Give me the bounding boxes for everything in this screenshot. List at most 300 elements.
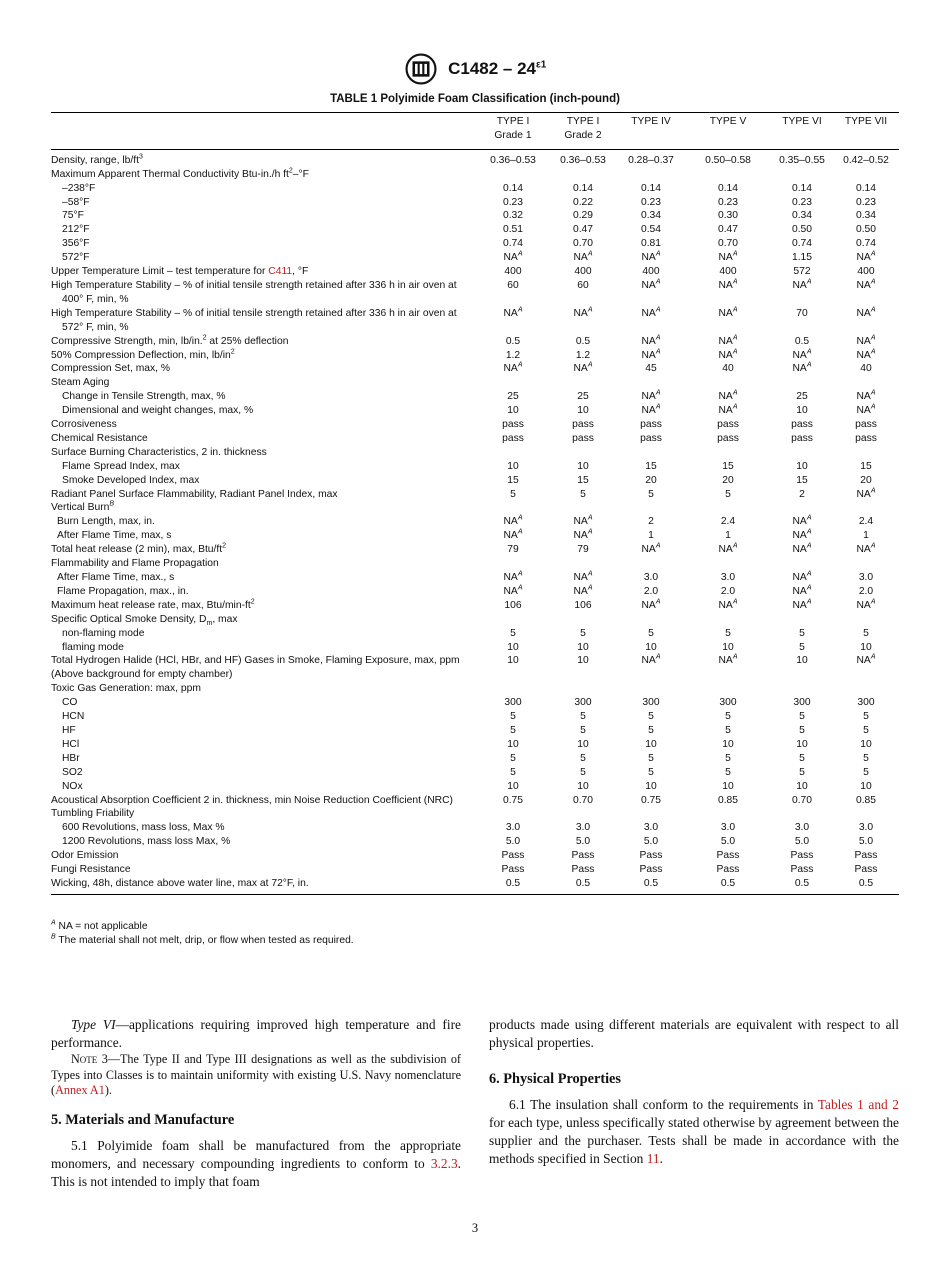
table-cell: 10 <box>722 738 734 750</box>
table-row: Specific Optical Smoke Density, $D_m$, max <box>51 613 238 627</box>
tables-link[interactable]: Tables 1 and 2 <box>817 1097 899 1112</box>
table-cell: 106 <box>504 599 522 611</box>
table-cell: $NA^A$ <box>503 570 523 583</box>
table-cell: $NA^A$ <box>503 528 523 542</box>
table-cell: pass <box>717 419 739 431</box>
table-cell: 2 <box>799 488 805 500</box>
table-cell: 10 <box>860 641 872 653</box>
table-cell: $NA^A$ <box>503 584 523 597</box>
table-cell: 3.0 <box>643 572 659 583</box>
table-row: SO2 5 5 5 5 5 5 <box>51 766 899 780</box>
table-cell: 400 <box>719 266 737 278</box>
table-row: Compression Set, max, % $NA^A$ $NA^A$ 45 40 $NA^A$ 40 <box>51 362 899 376</box>
table-row: flaming mode 10 10 10 10 5 10 <box>51 641 899 655</box>
table-cell: 0.5 <box>643 877 659 889</box>
table-row: HBr 5 5 5 5 5 5 <box>51 752 899 766</box>
table-cell: 10 <box>507 405 519 417</box>
table-row: CO 300 300 300 300 300 300 <box>51 696 899 710</box>
table-row: Compressive Strength, min, lb/in.$^2$ at 25% deflection 0.5 0.5 $NA^A$ $NA^A$ 0.5 $NA^A$ <box>51 335 899 349</box>
table-cell: 10 <box>860 738 872 750</box>
table-cell: 10 <box>577 780 589 792</box>
table-row: 356°F 0.74 0.70 0.81 0.70 0.74 0.74 <box>51 237 899 251</box>
table-cell: $NA^A$ <box>792 542 812 556</box>
table-cell: 0.35–0.55 <box>779 154 825 166</box>
table-cell: $NA^A$ <box>573 528 593 542</box>
table-cell: $NA^A$ <box>856 389 876 403</box>
table-cell: 5 <box>725 766 731 778</box>
table-cell: 0.34 <box>640 210 662 222</box>
table-cell: $NA^A$ <box>503 514 523 528</box>
table-cell: $NA^A$ <box>503 250 523 264</box>
table-cell: 5 <box>799 766 805 778</box>
table-cell: 10 <box>796 405 808 417</box>
table-cell: 0.85 <box>717 794 739 806</box>
type6-paragraph: Type VI—applications requiring improved high temperature and fire performance. <box>51 1017 461 1050</box>
c411-link[interactable]: C411 <box>268 266 293 278</box>
right-column <box>489 1016 899 1168</box>
table-cell: 5 <box>510 627 516 639</box>
paragraph-6-1: 6.1 The insulation shall conform to the requirements in Tables 1 and 2 for each type, unless specifically stated otherwise by agreement between the supplier and the purchaser. Tests shall be made in accordance with the methods specified in Section 11. <box>489 1097 899 1166</box>
document-id: $C1482 - 24^{\varepsilon 1}$ <box>448 59 547 78</box>
table-cell: 5 <box>580 766 586 778</box>
table-row: Dimensional and weight changes, max, % 10 10 $NA^A$ $NA^A$ 10 $NA^A$ <box>51 404 899 418</box>
table-cell: 0.5 <box>794 877 810 889</box>
table-cell: 3.0 <box>794 822 810 834</box>
table-cell: 300 <box>642 697 660 709</box>
table-cell: 70 <box>796 307 808 319</box>
table-cell: $NA^A$ <box>718 403 738 417</box>
table-row: 600 Revolutions, mass loss, Max % 3.0 3.0 3.0 3.0 3.0 3.0 <box>51 821 899 835</box>
table-cell: 0.23 <box>502 196 524 208</box>
table-cell: 1.15 <box>791 252 813 264</box>
table-cell: Pass <box>716 850 740 862</box>
table-cell: 5 <box>799 752 805 764</box>
table-cell: 0.14 <box>717 182 739 194</box>
table-cell: 10 <box>577 655 589 667</box>
table-cell: 10 <box>645 780 657 792</box>
table-cell: 10 <box>577 405 589 417</box>
table-row: Upper Temperature Limit – test temperature for C411, °F 400 400 400 400 572 400 <box>51 265 899 279</box>
table-cell: 10 <box>796 780 808 792</box>
table-row: HF 5 5 5 5 5 5 <box>51 724 899 738</box>
table-cell: $NA^A$ <box>573 514 593 528</box>
header-type6: TYPE VI <box>771 113 833 150</box>
table-cell: 5 <box>510 488 516 500</box>
table-cell: 5 <box>863 752 869 764</box>
table-cell: 0.23 <box>855 196 877 208</box>
table-cell: 0.47 <box>572 224 594 236</box>
table-cell: 15 <box>645 460 657 472</box>
table-cell: 5.0 <box>720 836 736 848</box>
table-cell: 400 <box>574 266 592 278</box>
section-5-heading: 5. Materials and Manufacture <box>51 1111 235 1128</box>
table-cell: 572 <box>793 266 811 278</box>
section-6-heading: 6. Physical Properties <box>489 1071 621 1087</box>
table-cell: 20 <box>722 474 734 486</box>
table-cell: 40 <box>860 363 872 375</box>
footnote-b: $^B$ The material shall not melt, drip, or flow when tested as required. <box>51 933 354 946</box>
header-type1-grade2: TYPE I Grade 2 <box>549 113 617 150</box>
table-cell: 60 <box>507 279 519 291</box>
table-row: Flame Propagation, max., in. $NA^A$ $NA^A$ 2.0 2.0 $NA^A$ 2.0 <box>51 585 899 599</box>
table-cell: 5 <box>725 711 731 723</box>
table-row: Chemical Resistance pass pass pass pass pass pass <box>51 432 899 446</box>
table-cell: $NA^A$ <box>503 306 523 319</box>
table-cell: 3.0 <box>858 822 874 834</box>
table-row: Flammability and Flame Propagation <box>51 558 219 570</box>
table-cell: 5 <box>648 488 654 500</box>
table-row: 75°F 0.32 0.29 0.34 0.30 0.34 0.34 <box>51 209 899 223</box>
table-cell: 0.5 <box>858 877 874 889</box>
table-cell: $NA^A$ <box>856 654 876 667</box>
table-cell: $NA^A$ <box>641 306 661 319</box>
table-cell: Pass <box>639 864 663 876</box>
table-cell: 10 <box>796 655 808 667</box>
table-row: Flame Spread Index, max 10 10 15 15 10 15 <box>51 460 899 474</box>
table-cell: $NA^A$ <box>718 389 738 403</box>
table-cell: $NA^A$ <box>856 348 876 361</box>
table-cell: $NA^A$ <box>503 361 523 375</box>
table-cell: 5 <box>725 752 731 764</box>
table-footnotes <box>51 920 354 948</box>
table-cell: Pass <box>854 850 878 862</box>
table-cell: $NA^A$ <box>641 654 661 667</box>
table-cell: 10 <box>796 738 808 750</box>
table-cell: 10 <box>796 460 808 472</box>
table-cell: 10 <box>722 641 734 653</box>
table-body <box>51 149 899 894</box>
table-cell: pass <box>640 432 662 444</box>
table-cell: 0.36–0.53 <box>560 154 606 166</box>
table-cell: $NA^A$ <box>856 542 876 556</box>
table-cell: 0.14 <box>502 182 524 194</box>
table-row: Maximum Apparent Thermal Conductivity Btu-in./h $ft^2-^\circ F$ <box>51 167 309 180</box>
note-3: Note 3—The Type II and Type III designations as well as the subdivision of Types into Classes is to maintain uniformity with existing U.S. Navy nomenclature (Annex A1). <box>51 1052 461 1097</box>
table-cell: 5 <box>580 711 586 723</box>
table-cell: 40 <box>722 363 734 375</box>
table-cell: 5 <box>510 752 516 764</box>
table-cell: 5 <box>510 724 516 736</box>
table-cell: 10 <box>645 641 657 653</box>
table-cell: 25 <box>796 391 808 403</box>
table-row: 1200 Revolutions, mass loss Max, % 5.0 5.0 5.0 5.0 5.0 5.0 <box>51 835 899 849</box>
table-row: Total heat release (2 min), max, Btu/$ft^2$ 79 79 $NA^A$ $NA^A$ $NA^A$ $NA^A$ <box>51 543 899 557</box>
table-row: After Flame Time, max., s $NA^A$ $NA^A$ 3.0 3.0 $NA^A$ 3.0 <box>51 571 899 585</box>
table-cell: 0.50–0.58 <box>705 154 751 166</box>
table-cell: 1.2 <box>575 349 591 361</box>
table-cell: pass <box>572 419 594 431</box>
table-cell: 2.0 <box>858 585 874 597</box>
table-cell: 0.14 <box>791 182 813 194</box>
table-cell: 0.5 <box>720 877 736 889</box>
table-title: TABLE 1 Polyimide Foam Classification (inch-pound) <box>330 93 620 105</box>
header-type4: TYPE IV <box>617 113 685 150</box>
table-cell: 20 <box>645 474 657 486</box>
table-row: –58°F 0.23 0.22 0.23 0.23 0.23 0.23 <box>51 196 899 210</box>
table-cell: 0.70 <box>717 238 739 250</box>
table-row: Vertical Burn$^B$ <box>51 501 115 514</box>
table-row: High Temperature Stability – % of initial tensile strength retained after 336 h in air oven at 400° F, min, % 60 60 $NA^A$ $NA^A$ $NA^A$ $NA^A$ <box>51 279 899 307</box>
table-cell: $NA^A$ <box>573 584 593 597</box>
table-cell: 10 <box>507 655 519 667</box>
table-cell: 0.30 <box>717 210 739 222</box>
table-cell: $NA^A$ <box>641 542 661 556</box>
table-row: 212°F 0.51 0.47 0.54 0.47 0.50 0.50 <box>51 223 899 237</box>
table-cell: pass <box>855 419 877 431</box>
table-cell: $NA^A$ <box>718 598 738 611</box>
table-cell: $NA^A$ <box>792 278 812 291</box>
table-cell: 3.0 <box>643 822 659 834</box>
table-cell: $NA^A$ <box>641 389 661 403</box>
table-cell: 5 <box>648 766 654 778</box>
table-cell: 0.75 <box>502 794 524 806</box>
table-cell: 1.2 <box>505 349 521 361</box>
table-cell: 3.0 <box>505 822 521 834</box>
table-cell: 0.22 <box>572 196 594 208</box>
table-cell: pass <box>572 432 594 444</box>
table-cell: 25 <box>577 391 589 403</box>
table-cell: 300 <box>793 697 811 709</box>
table-cell: $NA^A$ <box>856 306 876 319</box>
table-cell: 0.50 <box>855 224 877 236</box>
table-row: Tumbling Friability <box>51 808 135 820</box>
ref-3-2-3-link[interactable]: 3.2.3 <box>430 1155 458 1171</box>
table-row: 50% Compression Deflection, min, $lb/in^2$ 1.2 1.2 $NA^A$ $NA^A$ $NA^A$ $NA^A$ <box>51 349 899 363</box>
table-cell: 0.47 <box>717 224 739 236</box>
table-cell: 400 <box>504 266 522 278</box>
table-row: Change in Tensile Strength, max, % 25 25 $NA^A$ $NA^A$ 25 $NA^A$ <box>51 390 899 404</box>
table-cell: $NA^A$ <box>856 487 876 500</box>
table-cell: 5 <box>799 627 805 639</box>
table-cell: 0.5 <box>575 335 591 347</box>
table-cell: 5 <box>580 627 586 639</box>
table-cell: $NA^A$ <box>641 250 661 264</box>
table-cell: 79 <box>577 544 589 556</box>
paragraph-5-1: 5.1 Polyimide foam shall be manufactured from the appropriate monomers, and necessary compounding ingredients to conform to 3.2.3. This is not intended to imply that foam <box>51 1137 461 1189</box>
table-cell: pass <box>717 432 739 444</box>
table-row: Smoke Developed Index, max 15 15 20 20 15 20 <box>51 474 899 488</box>
table-cell: 5 <box>648 724 654 736</box>
table-cell: 0.28–0.37 <box>628 154 674 166</box>
table-cell: 0.85 <box>855 794 877 806</box>
table-cell: 300 <box>857 697 875 709</box>
table-cell: 0.14 <box>572 182 594 194</box>
table-cell: 0.5 <box>575 877 591 889</box>
table-cell: $NA^A$ <box>718 542 738 556</box>
header-type5: TYPE V <box>685 113 771 150</box>
table-cell: 0.5 <box>505 335 521 347</box>
table-cell: 2.4 <box>858 516 874 528</box>
table-cell: 10 <box>860 780 872 792</box>
table-cell: 1 <box>863 530 869 542</box>
table-cell: Pass <box>571 850 595 862</box>
table-cell: 5 <box>863 724 869 736</box>
table-cell: 5 <box>648 627 654 639</box>
table-cell: $NA^A$ <box>856 403 876 417</box>
table-cell: 5.0 <box>575 836 591 848</box>
footnote-a: $^A$ NA = not applicable <box>51 919 148 932</box>
table-cell: 5 <box>863 766 869 778</box>
table-cell: $NA^A$ <box>718 250 738 264</box>
table-cell: 10 <box>507 460 519 472</box>
table-cell: 0.54 <box>640 224 662 236</box>
table-cell: 15 <box>507 474 519 486</box>
table-cell: 45 <box>645 363 657 375</box>
table-row: 572°F $NA^A$ $NA^A$ $NA^A$ $NA^A$ 1.15 $NA^A$ <box>51 251 899 265</box>
table-cell: 400 <box>857 266 875 278</box>
table-cell: $NA^A$ <box>641 598 661 611</box>
table-cell: 5 <box>580 488 586 500</box>
left-column <box>51 1016 461 1191</box>
page-number: 3 <box>471 1221 479 1235</box>
table-row: Steam Aging <box>51 377 110 389</box>
table-cell: 5 <box>510 766 516 778</box>
paragraph-5-1-continued: products made using different materials are equivalent with respect to all physical properties. <box>489 1017 899 1050</box>
table-cell: 0.32 <box>502 210 524 222</box>
header-property <box>51 113 477 150</box>
table-cell: 0.23 <box>717 196 739 208</box>
table-cell: 10 <box>577 460 589 472</box>
table-cell: 1 <box>725 530 731 542</box>
table-row: Corrosiveness pass pass pass pass pass pass <box>51 418 899 432</box>
section-11-link[interactable]: 11 <box>646 1151 660 1166</box>
table-cell: 106 <box>574 599 592 611</box>
table-cell: $NA^A$ <box>792 584 812 597</box>
table-cell: $NA^A$ <box>792 570 812 583</box>
table-row: Radiant Panel Surface Flammability, Radiant Panel Index, max 5 5 5 5 2 $NA^A$ <box>51 488 899 502</box>
table-cell: 10 <box>577 641 589 653</box>
table-cell: 0.42–0.52 <box>843 154 889 166</box>
table-cell: 0.75 <box>640 794 662 806</box>
table-cell: 1 <box>648 530 654 542</box>
table-cell: 2.4 <box>720 516 736 528</box>
table-cell: 10 <box>577 738 589 750</box>
table-cell: $NA^A$ <box>718 306 738 319</box>
table-cell: 10 <box>507 780 519 792</box>
table-cell: 5 <box>725 488 731 500</box>
table-cell: $NA^A$ <box>718 334 738 347</box>
table-cell: Pass <box>854 864 878 876</box>
table-cell: pass <box>502 419 524 431</box>
table-cell: Pass <box>501 850 525 862</box>
table-cell: Pass <box>639 850 663 862</box>
table-cell: 300 <box>574 697 592 709</box>
annex-a1-link[interactable]: Annex A1 <box>55 1083 105 1097</box>
table-cell: Pass <box>790 864 814 876</box>
table-row: NOx 10 10 10 10 10 10 <box>51 780 899 794</box>
table-cell: $NA^A$ <box>573 250 593 264</box>
table-cell: 0.50 <box>791 224 813 236</box>
table-cell: $NA^A$ <box>718 348 738 361</box>
table-cell: 300 <box>719 697 737 709</box>
table-cell: 10 <box>645 738 657 750</box>
table-cell: 0.5 <box>505 877 521 889</box>
table-cell: 2.0 <box>720 585 736 597</box>
astm-logo-icon <box>404 52 438 86</box>
table-cell: $NA^A$ <box>792 598 812 611</box>
table-cell: 5 <box>799 711 805 723</box>
table-cell: $NA^A$ <box>792 528 812 542</box>
table-cell: $NA^A$ <box>573 361 593 375</box>
table-row: HCN 5 5 5 5 5 5 <box>51 710 899 724</box>
table-cell: $NA^A$ <box>641 348 661 361</box>
table-cell: 5 <box>648 711 654 723</box>
table-row: Maximum heat release rate, max, Btu/$\min-ft^2$ 106 106 $NA^A$ $NA^A$ $NA^A$ $NA^A$ <box>51 599 899 613</box>
table-row: Odor Emission Pass Pass Pass Pass Pass Pass <box>51 849 899 863</box>
table-row: Burn Length, max, in. $NA^A$ $NA^A$ 2 2.4 $NA^A$ 2.4 <box>51 515 899 529</box>
table-cell: 5 <box>799 724 805 736</box>
table-cell: 3.0 <box>858 572 874 583</box>
epsilon-mark: ε1 <box>536 59 547 71</box>
table-cell: 15 <box>577 474 589 486</box>
table-row: Acoustical Absorption Coefficient 2 in. thickness, min Noise Reduction Coefficient (NRC) 0.75 0.70 0.75 0.85 0.70 0.85 <box>51 794 899 808</box>
table-cell: 3.0 <box>720 572 736 583</box>
table-cell: $NA^A$ <box>856 598 876 611</box>
table-cell: Pass <box>571 864 595 876</box>
table-cell: 5.0 <box>858 836 874 848</box>
table-cell: pass <box>791 419 813 431</box>
table-cell: 0.23 <box>791 196 813 208</box>
table-row: High Temperature Stability – % of initial tensile strength retained after 336 h in air oven at 572° F, min, % $NA^A$ $NA^A$ $NA^A$ $NA^A$ 70 $NA^A$ <box>51 307 899 335</box>
table-cell: 5 <box>580 724 586 736</box>
table-cell: 10 <box>507 738 519 750</box>
table-row: HCl 10 10 10 10 10 10 <box>51 738 899 752</box>
table-cell: 0.51 <box>502 224 524 236</box>
classification-table-wrapper <box>51 112 899 895</box>
table-cell: 15 <box>722 460 734 472</box>
table-cell: $NA^A$ <box>641 278 661 291</box>
table-row: Density, range, $lb/ft^3$ 0.36–0.53 0.36–0.53 0.28–0.37 0.50–0.58 0.35–0.55 0.42–0.52 <box>51 149 899 167</box>
table-cell: $NA^A$ <box>856 278 876 291</box>
table-cell: $NA^A$ <box>641 403 661 417</box>
table-row: After Flame Time, max, s $NA^A$ $NA^A$ 1 1 $NA^A$ 1 <box>51 529 899 543</box>
table-cell: $NA^A$ <box>792 361 812 375</box>
table-cell: 0.14 <box>640 182 662 194</box>
table-cell: 5 <box>863 711 869 723</box>
table-cell: pass <box>855 432 877 444</box>
table-cell: 10 <box>507 641 519 653</box>
table-cell: 25 <box>507 391 519 403</box>
table-cell: 0.74 <box>502 238 524 250</box>
table-cell: 0.74 <box>791 238 813 250</box>
table-cell: 5 <box>648 752 654 764</box>
table-cell: pass <box>502 432 524 444</box>
table-cell: $NA^A$ <box>792 514 812 528</box>
table-cell: Pass <box>501 864 525 876</box>
table-cell: pass <box>640 419 662 431</box>
table-cell: 5.0 <box>794 836 810 848</box>
table-cell: 5.0 <box>643 836 659 848</box>
table-cell: 0.70 <box>572 794 594 806</box>
table-cell: 5 <box>510 711 516 723</box>
table-row: non-flaming mode 5 5 5 5 5 5 <box>51 627 899 641</box>
table-cell: 0.36–0.53 <box>490 154 536 166</box>
table-cell: 60 <box>577 279 589 291</box>
table-cell: $NA^A$ <box>856 250 876 264</box>
table-cell: 0.34 <box>791 210 813 222</box>
table-cell: 0.23 <box>640 196 662 208</box>
table-cell: $NA^A$ <box>856 334 876 347</box>
table-cell: 15 <box>860 460 872 472</box>
table-cell: 0.70 <box>791 794 813 806</box>
table-row: Total Hydrogen Halide (HCl, HBr, and HF) Gases in Smoke, Flaming Exposure, max, ppm (Above background for empty chamber) 10 10 $NA^A$ $NA^A$ 10 $NA^A$ <box>51 654 899 682</box>
table-cell: 79 <box>507 544 519 556</box>
table-cell: $NA^A$ <box>718 278 738 291</box>
table-row: Toxic Gas Generation: max, ppm <box>51 683 201 695</box>
table-cell: 0.29 <box>572 210 594 222</box>
table-cell: 5.0 <box>505 836 521 848</box>
table-row: Wicking, 48h, distance above water line, max at 72°F, in. 0.5 0.5 0.5 0.5 0.5 0.5 <box>51 877 899 894</box>
